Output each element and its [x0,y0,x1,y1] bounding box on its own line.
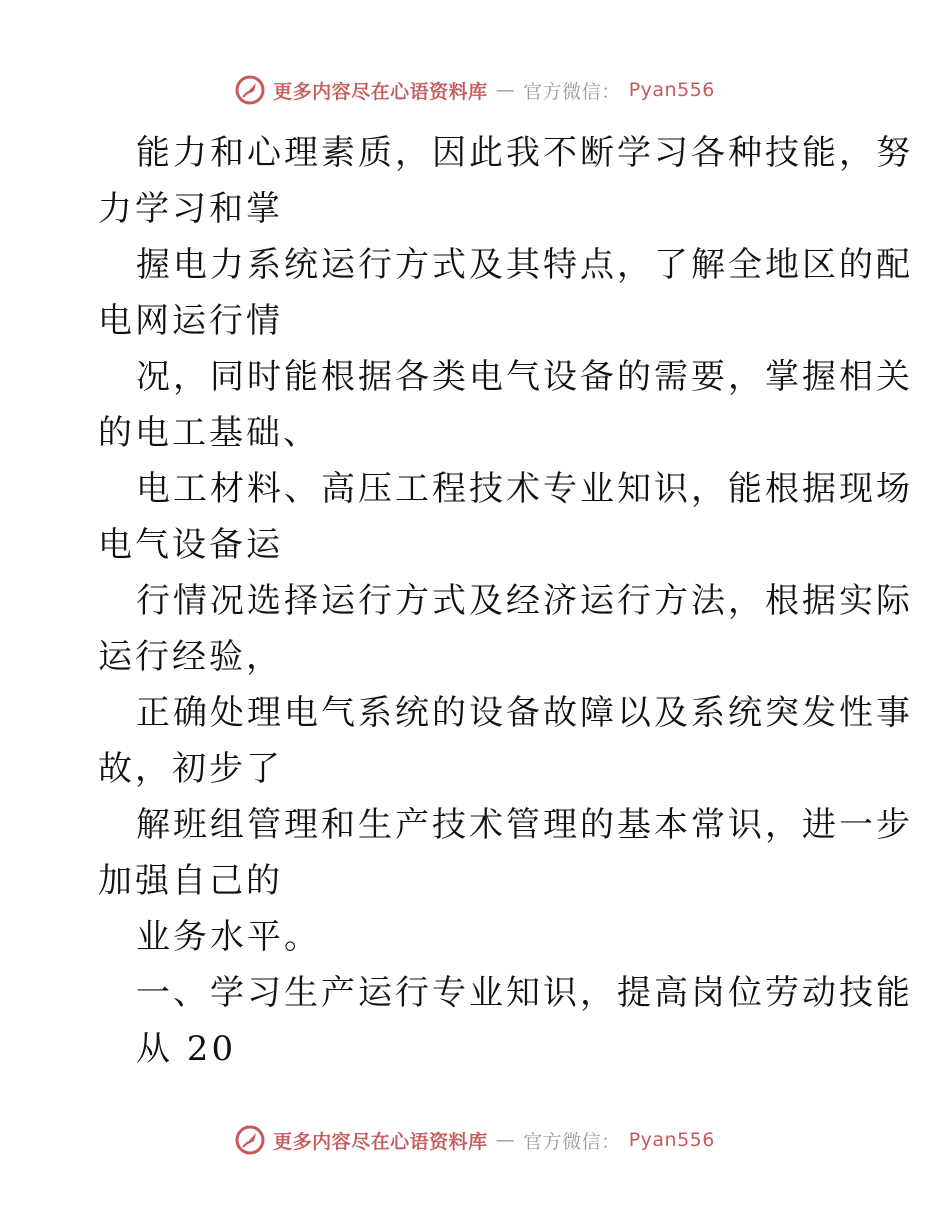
paragraph-line: 解班组管理和生产技术管理的基本常识，进一步 [136,805,913,845]
watermark-label: 官方微信： [523,80,621,103]
watermark-label: 官方微信： [523,1130,621,1153]
paragraph-line: 的电工基础、 [98,413,320,453]
watermark-wechat-id: Pyan556 [628,79,715,101]
paragraph-line: 况，同时能根据各类电气设备的需要，掌握相关 [136,357,913,397]
feather-logo-icon [235,75,265,105]
watermark-wechat-id: Pyan556 [628,1129,715,1151]
paragraph-line: 力学习和掌 [98,189,283,229]
paragraph-line: 电工材料、高压工程技术专业知识，能根据现场 [136,469,913,509]
paragraph-line: 业务水平。 [136,917,321,957]
paragraph-line: 能力和心理素质，因此我不断学习各种技能，努 [136,133,913,173]
paragraph-line: 运行经验， [98,637,283,677]
watermark-main-text: 更多内容尽在心语资料库 [273,80,488,103]
paragraph-line: 故，初步了 [98,749,283,789]
feather-logo-icon [235,1125,265,1155]
watermark-dash: — [495,1129,516,1151]
paragraph-line: 电气设备运 [98,525,283,565]
paragraph-line: 行情况选择运行方式及经济运行方法，根据实际 [136,581,913,621]
paragraph-line: 正确处理电气系统的设备故障以及系统突发性事 [136,693,913,733]
paragraph-line: 电网运行情 [98,301,283,341]
header-watermark [0,70,950,110]
footer-watermark [0,1120,950,1160]
document-body [98,125,913,1077]
watermark-dash: — [495,79,516,101]
paragraph-line: 一、学习生产运行专业知识，提高岗位劳动技能 [136,973,913,1013]
paragraph-line: 握电力系统运行方式及其特点，了解全地区的配 [136,245,913,285]
paragraph-line: 从 20 [136,1029,237,1069]
watermark-main-text: 更多内容尽在心语资料库 [273,1130,488,1153]
paragraph-line: 加强自己的 [98,861,283,901]
